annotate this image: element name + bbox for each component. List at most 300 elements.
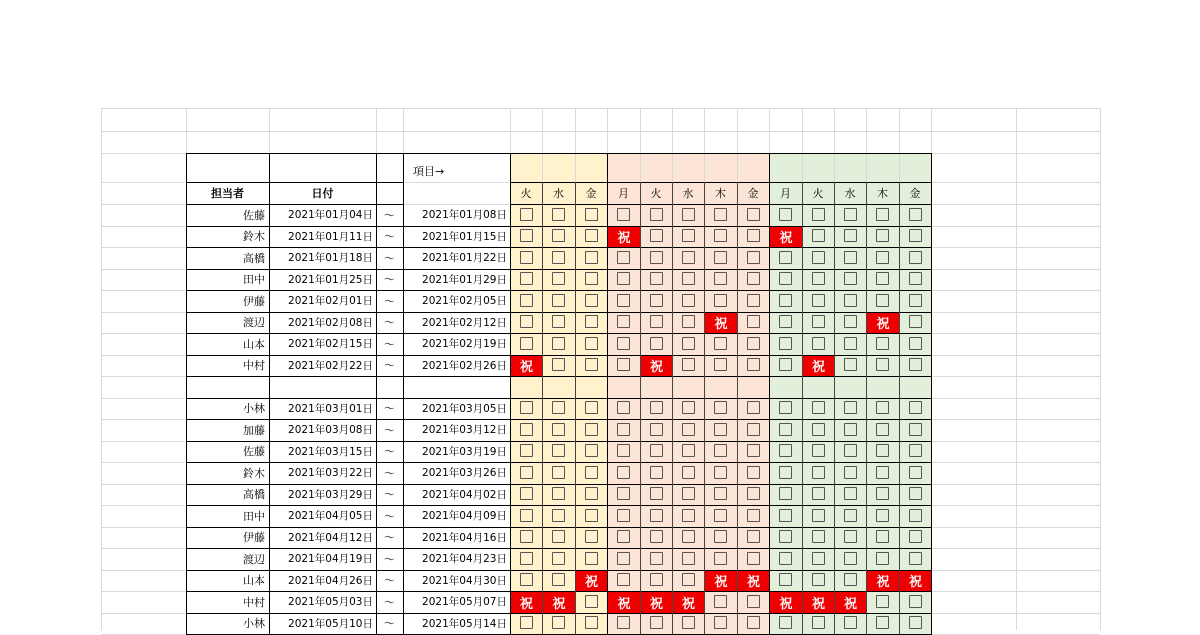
task-checkbox[interactable] — [650, 552, 663, 565]
task-checkbox[interactable] — [520, 466, 533, 479]
task-checkbox[interactable] — [552, 530, 565, 543]
holiday-marker: 祝 — [511, 592, 542, 613]
task-checkbox[interactable] — [520, 552, 533, 565]
day-header: 木 — [715, 187, 726, 200]
table-border — [802, 182, 803, 634]
task-checkbox[interactable] — [650, 530, 663, 543]
task-checkbox[interactable] — [617, 530, 630, 543]
task-checkbox[interactable] — [552, 444, 565, 457]
task-checkbox[interactable] — [812, 208, 825, 221]
task-checkbox[interactable] — [617, 358, 630, 371]
task-checkbox[interactable] — [714, 552, 727, 565]
task-checkbox[interactable] — [714, 509, 727, 522]
task-checkbox[interactable] — [682, 444, 695, 457]
task-checkbox[interactable] — [812, 423, 825, 436]
task-checkbox[interactable] — [747, 401, 760, 414]
task-checkbox[interactable] — [682, 294, 695, 307]
task-checkbox[interactable] — [714, 208, 727, 221]
task-checkbox[interactable] — [682, 251, 695, 264]
task-checkbox[interactable] — [812, 509, 825, 522]
day-header: 水 — [844, 187, 856, 200]
task-checkbox[interactable] — [909, 315, 922, 328]
day-header: 水 — [682, 187, 694, 200]
task-checkbox[interactable] — [844, 487, 857, 500]
item-label: 項目→ — [413, 165, 445, 178]
task-checkbox[interactable] — [844, 401, 857, 414]
task-checkbox[interactable] — [552, 272, 565, 285]
task-checkbox[interactable] — [714, 337, 727, 350]
end-date: 2021年05月14日 — [422, 617, 507, 630]
task-checkbox[interactable] — [682, 487, 695, 500]
task-checkbox[interactable] — [617, 444, 630, 457]
task-checkbox[interactable] — [520, 251, 533, 264]
task-checkbox[interactable] — [812, 315, 825, 328]
task-checkbox[interactable] — [650, 487, 663, 500]
task-checkbox[interactable] — [682, 466, 695, 479]
task-checkbox[interactable] — [585, 595, 598, 608]
task-checkbox[interactable] — [779, 552, 792, 565]
task-checkbox[interactable] — [876, 337, 889, 350]
task-checkbox[interactable] — [714, 294, 727, 307]
task-checkbox[interactable] — [844, 552, 857, 565]
date-range-tilde: ～ — [384, 552, 395, 566]
task-checkbox[interactable] — [876, 208, 889, 221]
grid-column-line — [1016, 108, 1017, 630]
task-checkbox[interactable] — [747, 552, 760, 565]
task-checkbox[interactable] — [747, 208, 760, 221]
task-checkbox[interactable] — [520, 487, 533, 500]
task-checkbox[interactable] — [844, 272, 857, 285]
header-assignee: 担当者 — [211, 187, 244, 200]
assignee-name: 田中 — [243, 509, 265, 523]
end-date: 2021年03月19日 — [422, 445, 507, 458]
task-checkbox[interactable] — [812, 573, 825, 586]
start-date: 2021年05月03日 — [288, 596, 373, 609]
assignee-name: 山本 — [243, 337, 265, 351]
task-checkbox[interactable] — [844, 423, 857, 436]
task-checkbox[interactable] — [909, 294, 922, 307]
task-checkbox[interactable] — [812, 530, 825, 543]
task-checkbox[interactable] — [747, 294, 760, 307]
task-checkbox[interactable] — [747, 251, 760, 264]
task-checkbox[interactable] — [747, 272, 760, 285]
task-checkbox[interactable] — [844, 315, 857, 328]
task-checkbox[interactable] — [617, 552, 630, 565]
task-checkbox[interactable] — [650, 401, 663, 414]
task-checkbox[interactable] — [812, 401, 825, 414]
task-checkbox[interactable] — [650, 272, 663, 285]
task-checkbox[interactable] — [617, 337, 630, 350]
header-date: 日付 — [311, 187, 334, 200]
task-checkbox[interactable] — [909, 487, 922, 500]
task-checkbox[interactable] — [876, 616, 889, 629]
task-checkbox[interactable] — [747, 509, 760, 522]
task-checkbox[interactable] — [909, 466, 922, 479]
task-checkbox[interactable] — [876, 487, 889, 500]
task-checkbox[interactable] — [747, 487, 760, 500]
task-checkbox[interactable] — [682, 509, 695, 522]
task-checkbox[interactable] — [650, 509, 663, 522]
task-checkbox[interactable] — [779, 294, 792, 307]
task-checkbox[interactable] — [909, 616, 922, 629]
start-date: 2021年04月19日 — [288, 553, 373, 566]
task-checkbox[interactable] — [876, 552, 889, 565]
task-checkbox[interactable] — [714, 229, 727, 242]
task-checkbox[interactable] — [617, 573, 630, 586]
task-checkbox[interactable] — [844, 616, 857, 629]
holiday-marker: 祝 — [867, 571, 899, 592]
task-checkbox[interactable] — [552, 466, 565, 479]
task-checkbox[interactable] — [650, 573, 663, 586]
table-border — [737, 182, 738, 634]
date-range-tilde: ～ — [384, 617, 395, 631]
holiday-marker: 祝 — [576, 571, 607, 592]
task-checkbox[interactable] — [747, 466, 760, 479]
task-checkbox[interactable] — [585, 487, 598, 500]
task-checkbox[interactable] — [520, 616, 533, 629]
task-checkbox[interactable] — [812, 466, 825, 479]
task-checkbox[interactable] — [585, 358, 598, 371]
task-checkbox[interactable] — [520, 337, 533, 350]
task-checkbox[interactable] — [682, 616, 695, 629]
task-checkbox[interactable] — [585, 294, 598, 307]
start-date: 2021年01月04日 — [288, 209, 373, 222]
task-checkbox[interactable] — [682, 337, 695, 350]
task-checkbox[interactable] — [747, 229, 760, 242]
holiday-marker: 祝 — [738, 571, 769, 592]
task-checkbox[interactable] — [682, 401, 695, 414]
task-checkbox[interactable] — [552, 487, 565, 500]
end-date: 2021年03月26日 — [422, 467, 507, 480]
task-checkbox[interactable] — [714, 272, 727, 285]
start-date: 2021年03月22日 — [288, 467, 373, 480]
task-checkbox[interactable] — [682, 208, 695, 221]
table-border — [866, 182, 867, 634]
task-checkbox[interactable] — [844, 573, 857, 586]
grid-row-line — [101, 131, 1100, 132]
task-checkbox[interactable] — [650, 337, 663, 350]
day-header: 火 — [520, 187, 532, 200]
task-checkbox[interactable] — [650, 294, 663, 307]
task-checkbox[interactable] — [812, 251, 825, 264]
task-checkbox[interactable] — [520, 315, 533, 328]
task-checkbox[interactable] — [812, 229, 825, 242]
task-checkbox[interactable] — [779, 444, 792, 457]
task-checkbox[interactable] — [650, 423, 663, 436]
task-checkbox[interactable] — [617, 294, 630, 307]
date-range-tilde: ～ — [384, 230, 395, 244]
task-checkbox[interactable] — [909, 401, 922, 414]
task-checkbox[interactable] — [714, 401, 727, 414]
task-checkbox[interactable] — [585, 466, 598, 479]
task-checkbox[interactable] — [520, 272, 533, 285]
holiday-marker: 祝 — [641, 592, 672, 613]
task-checkbox[interactable] — [747, 595, 760, 608]
task-checkbox[interactable] — [779, 509, 792, 522]
task-checkbox[interactable] — [617, 466, 630, 479]
task-checkbox[interactable] — [585, 401, 598, 414]
task-checkbox[interactable] — [909, 509, 922, 522]
assignee-name: 渡辺 — [243, 552, 265, 566]
task-checkbox[interactable] — [779, 423, 792, 436]
task-checkbox[interactable] — [844, 530, 857, 543]
date-range-tilde: ～ — [384, 294, 395, 308]
task-checkbox[interactable] — [552, 229, 565, 242]
task-checkbox[interactable] — [909, 358, 922, 371]
task-checkbox[interactable] — [844, 229, 857, 242]
task-checkbox[interactable] — [844, 358, 857, 371]
task-checkbox[interactable] — [779, 251, 792, 264]
task-checkbox[interactable] — [747, 616, 760, 629]
task-checkbox[interactable] — [779, 208, 792, 221]
task-checkbox[interactable] — [682, 530, 695, 543]
task-checkbox[interactable] — [617, 509, 630, 522]
assignee-name: 中村 — [243, 359, 265, 373]
holiday-marker: 祝 — [867, 313, 899, 334]
task-checkbox[interactable] — [585, 208, 598, 221]
task-checkbox[interactable] — [650, 229, 663, 242]
assignee-name: 渡辺 — [243, 316, 265, 330]
task-checkbox[interactable] — [779, 487, 792, 500]
start-date: 2021年03月01日 — [288, 402, 373, 415]
end-date: 2021年01月22日 — [422, 252, 507, 265]
task-checkbox[interactable] — [714, 444, 727, 457]
task-checkbox[interactable] — [552, 315, 565, 328]
task-checkbox[interactable] — [714, 616, 727, 629]
table-border — [834, 182, 835, 634]
task-checkbox[interactable] — [520, 444, 533, 457]
task-checkbox[interactable] — [876, 272, 889, 285]
task-checkbox[interactable] — [844, 208, 857, 221]
task-checkbox[interactable] — [909, 229, 922, 242]
task-checkbox[interactable] — [520, 229, 533, 242]
task-checkbox[interactable] — [876, 358, 889, 371]
holiday-marker: 祝 — [770, 592, 802, 613]
task-checkbox[interactable] — [617, 616, 630, 629]
task-checkbox[interactable] — [909, 444, 922, 457]
day-header: 木 — [877, 187, 888, 200]
task-checkbox[interactable] — [585, 509, 598, 522]
task-checkbox[interactable] — [585, 616, 598, 629]
task-checkbox[interactable] — [682, 272, 695, 285]
task-checkbox[interactable] — [747, 444, 760, 457]
task-checkbox[interactable] — [909, 552, 922, 565]
task-checkbox[interactable] — [682, 573, 695, 586]
task-checkbox[interactable] — [617, 272, 630, 285]
task-checkbox[interactable] — [552, 358, 565, 371]
holiday-marker: 祝 — [511, 356, 542, 377]
task-checkbox[interactable] — [552, 294, 565, 307]
task-checkbox[interactable] — [844, 251, 857, 264]
task-checkbox[interactable] — [585, 337, 598, 350]
task-checkbox[interactable] — [844, 466, 857, 479]
task-checkbox[interactable] — [812, 487, 825, 500]
task-checkbox[interactable] — [779, 315, 792, 328]
task-checkbox[interactable] — [812, 337, 825, 350]
task-checkbox[interactable] — [844, 509, 857, 522]
task-checkbox[interactable] — [650, 616, 663, 629]
task-checkbox[interactable] — [585, 251, 598, 264]
task-checkbox[interactable] — [552, 552, 565, 565]
task-checkbox[interactable] — [876, 251, 889, 264]
task-checkbox[interactable] — [844, 294, 857, 307]
task-checkbox[interactable] — [812, 616, 825, 629]
task-checkbox[interactable] — [812, 444, 825, 457]
start-date: 2021年03月29日 — [288, 488, 373, 501]
task-checkbox[interactable] — [812, 294, 825, 307]
start-date: 2021年02月22日 — [288, 359, 373, 372]
task-checkbox[interactable] — [552, 509, 565, 522]
start-date: 2021年01月18日 — [288, 252, 373, 265]
task-checkbox[interactable] — [876, 466, 889, 479]
task-checkbox[interactable] — [747, 423, 760, 436]
assignee-name: 鈴木 — [243, 230, 265, 244]
assignee-name: 伊藤 — [243, 294, 265, 308]
task-checkbox[interactable] — [650, 208, 663, 221]
task-checkbox[interactable] — [617, 208, 630, 221]
task-checkbox[interactable] — [747, 530, 760, 543]
holiday-marker: 祝 — [608, 227, 640, 248]
holiday-marker: 祝 — [608, 592, 640, 613]
start-date: 2021年03月08日 — [288, 424, 373, 437]
day-header: 金 — [747, 187, 759, 200]
task-checkbox[interactable] — [585, 530, 598, 543]
assignee-name: 佐藤 — [243, 208, 265, 222]
task-checkbox[interactable] — [876, 509, 889, 522]
end-date: 2021年02月05日 — [422, 295, 507, 308]
task-checkbox[interactable] — [844, 337, 857, 350]
task-checkbox[interactable] — [779, 337, 792, 350]
task-checkbox[interactable] — [876, 595, 889, 608]
task-checkbox[interactable] — [585, 229, 598, 242]
task-checkbox[interactable] — [520, 294, 533, 307]
task-checkbox[interactable] — [520, 509, 533, 522]
task-checkbox[interactable] — [812, 272, 825, 285]
holiday-marker: 祝 — [705, 571, 737, 592]
task-checkbox[interactable] — [552, 251, 565, 264]
task-checkbox[interactable] — [520, 401, 533, 414]
task-checkbox[interactable] — [779, 401, 792, 414]
task-checkbox[interactable] — [714, 251, 727, 264]
task-checkbox[interactable] — [714, 530, 727, 543]
end-date: 2021年04月02日 — [422, 488, 507, 501]
task-checkbox[interactable] — [909, 337, 922, 350]
task-checkbox[interactable] — [585, 552, 598, 565]
holiday-marker: 祝 — [641, 356, 672, 377]
task-checkbox[interactable] — [552, 401, 565, 414]
date-range-tilde: ～ — [384, 251, 395, 265]
task-checkbox[interactable] — [682, 552, 695, 565]
end-date: 2021年04月30日 — [422, 574, 507, 587]
task-checkbox[interactable] — [909, 530, 922, 543]
task-checkbox[interactable] — [779, 466, 792, 479]
task-checkbox[interactable] — [714, 487, 727, 500]
task-checkbox[interactable] — [909, 272, 922, 285]
date-range-tilde: ～ — [384, 531, 395, 545]
holiday-marker: 祝 — [543, 592, 575, 613]
task-checkbox[interactable] — [747, 358, 760, 371]
task-checkbox[interactable] — [520, 573, 533, 586]
end-date: 2021年04月09日 — [422, 510, 507, 523]
assignee-name: 小林 — [243, 402, 265, 416]
task-checkbox[interactable] — [779, 616, 792, 629]
task-checkbox[interactable] — [617, 487, 630, 500]
task-checkbox[interactable] — [617, 401, 630, 414]
task-checkbox[interactable] — [520, 530, 533, 543]
task-checkbox[interactable] — [747, 337, 760, 350]
task-checkbox[interactable] — [552, 337, 565, 350]
assignee-name: 高橋 — [243, 251, 265, 265]
start-date: 2021年02月01日 — [288, 295, 373, 308]
task-checkbox[interactable] — [585, 315, 598, 328]
task-checkbox[interactable] — [682, 423, 695, 436]
assignee-name: 加藤 — [243, 423, 265, 437]
task-checkbox[interactable] — [617, 423, 630, 436]
day-header: 火 — [650, 187, 662, 200]
task-checkbox[interactable] — [876, 444, 889, 457]
task-checkbox[interactable] — [909, 595, 922, 608]
task-checkbox[interactable] — [909, 423, 922, 436]
task-checkbox[interactable] — [876, 229, 889, 242]
task-checkbox[interactable] — [876, 401, 889, 414]
task-checkbox[interactable] — [682, 358, 695, 371]
task-checkbox[interactable] — [844, 444, 857, 457]
task-checkbox[interactable] — [779, 530, 792, 543]
task-checkbox[interactable] — [876, 423, 889, 436]
task-checkbox[interactable] — [779, 573, 792, 586]
table-border — [672, 182, 673, 634]
holiday-marker: 祝 — [900, 571, 931, 592]
task-checkbox[interactable] — [585, 444, 598, 457]
task-checkbox[interactable] — [779, 272, 792, 285]
task-checkbox[interactable] — [650, 251, 663, 264]
task-checkbox[interactable] — [585, 272, 598, 285]
task-checkbox[interactable] — [617, 315, 630, 328]
task-checkbox[interactable] — [779, 358, 792, 371]
task-checkbox[interactable] — [552, 208, 565, 221]
start-date: 2021年02月08日 — [288, 316, 373, 329]
task-checkbox[interactable] — [552, 573, 565, 586]
task-checkbox[interactable] — [520, 423, 533, 436]
task-checkbox[interactable] — [876, 530, 889, 543]
task-checkbox[interactable] — [682, 229, 695, 242]
task-checkbox[interactable] — [714, 423, 727, 436]
task-checkbox[interactable] — [876, 294, 889, 307]
task-checkbox[interactable] — [585, 423, 598, 436]
task-checkbox[interactable] — [682, 315, 695, 328]
task-checkbox[interactable] — [747, 315, 760, 328]
task-checkbox[interactable] — [617, 251, 630, 264]
table-border — [186, 182, 404, 183]
task-checkbox[interactable] — [552, 616, 565, 629]
task-checkbox[interactable] — [650, 315, 663, 328]
task-checkbox[interactable] — [520, 208, 533, 221]
holiday-marker: 祝 — [770, 227, 802, 248]
task-checkbox[interactable] — [714, 595, 727, 608]
assignee-name: 高橋 — [243, 488, 265, 502]
task-checkbox[interactable] — [909, 251, 922, 264]
task-checkbox[interactable] — [714, 358, 727, 371]
end-date: 2021年02月26日 — [422, 359, 507, 372]
task-checkbox[interactable] — [909, 208, 922, 221]
task-checkbox[interactable] — [650, 444, 663, 457]
task-checkbox[interactable] — [650, 466, 663, 479]
task-checkbox[interactable] — [552, 423, 565, 436]
task-checkbox[interactable] — [714, 466, 727, 479]
start-date: 2021年02月15日 — [288, 338, 373, 351]
table-border — [186, 376, 932, 377]
task-checkbox[interactable] — [812, 552, 825, 565]
